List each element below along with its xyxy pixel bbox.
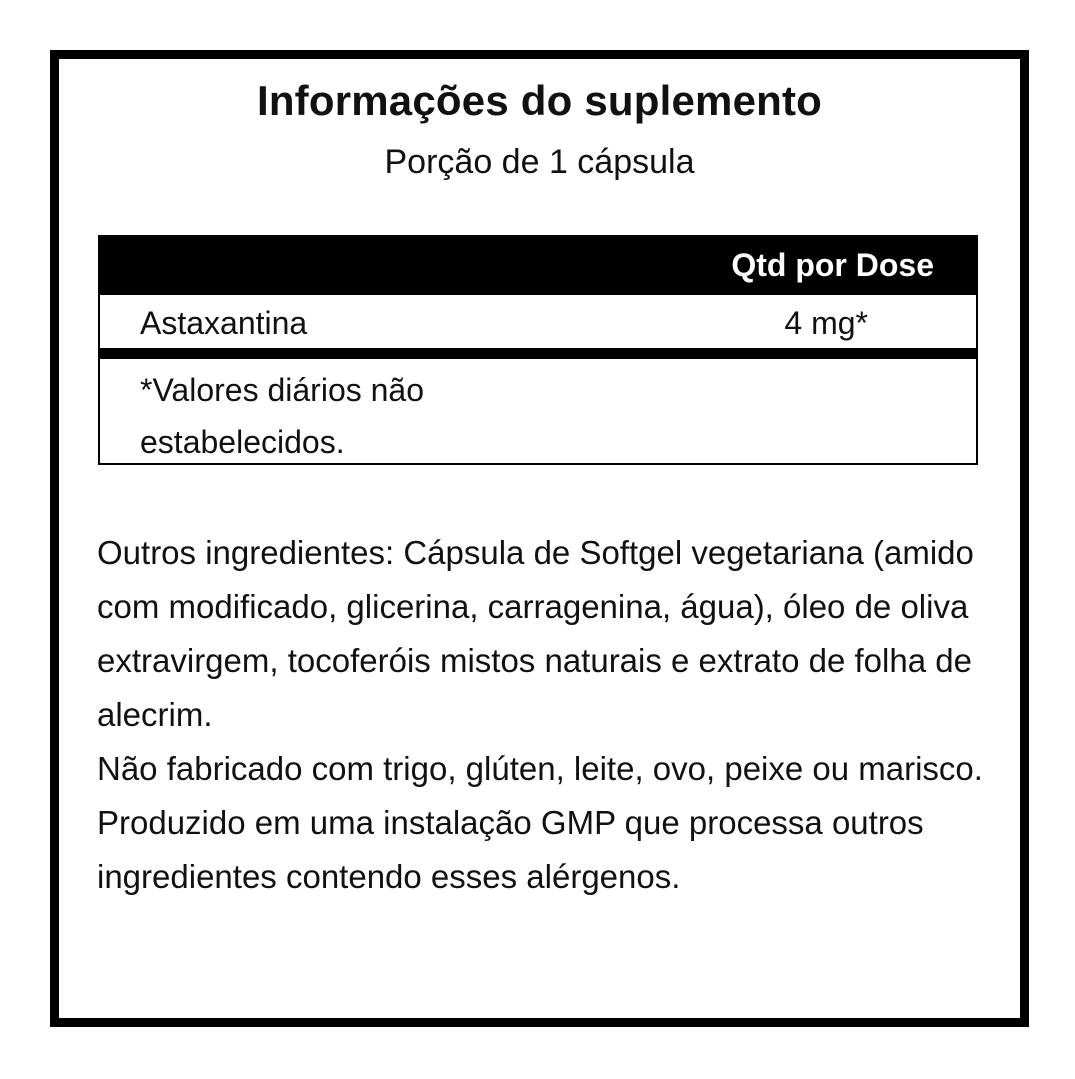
other-ingredients-text: Outros ingredientes: Cápsula de Softgel vegetariana (amido com modificado, glicerina, carragenina, água), óleo de oliva extravirgem, tocoferóis mistos naturais e extrato de folha de alecrim.: [97, 534, 974, 733]
facility-statement: Produzido em uma instalação GMP que processa outros ingredientes contendo esses alérgenos.: [97, 804, 924, 895]
allergen-statement: Não fabricado com trigo, glúten, leite, ovo, peixe ou marisco.: [97, 750, 983, 787]
ingredients-section: [97, 526, 997, 904]
facts-table-header: [100, 237, 976, 295]
supplement-facts-panel: [50, 50, 1029, 1027]
daily-value-footnote: *Valores diários não estabelecidos.: [140, 372, 425, 460]
nutrient-name: Astaxantina: [140, 305, 308, 341]
table-row: [100, 295, 976, 349]
table-divider: [100, 348, 976, 359]
facts-table: [98, 235, 978, 465]
nutrient-amount: 4 mg*: [784, 305, 868, 341]
amount-per-dose-heading: Qtd por Dose: [731, 247, 934, 283]
panel-title: Informações do suplemento: [256, 77, 823, 124]
serving-size: Porção de 1 cápsula: [384, 143, 695, 181]
